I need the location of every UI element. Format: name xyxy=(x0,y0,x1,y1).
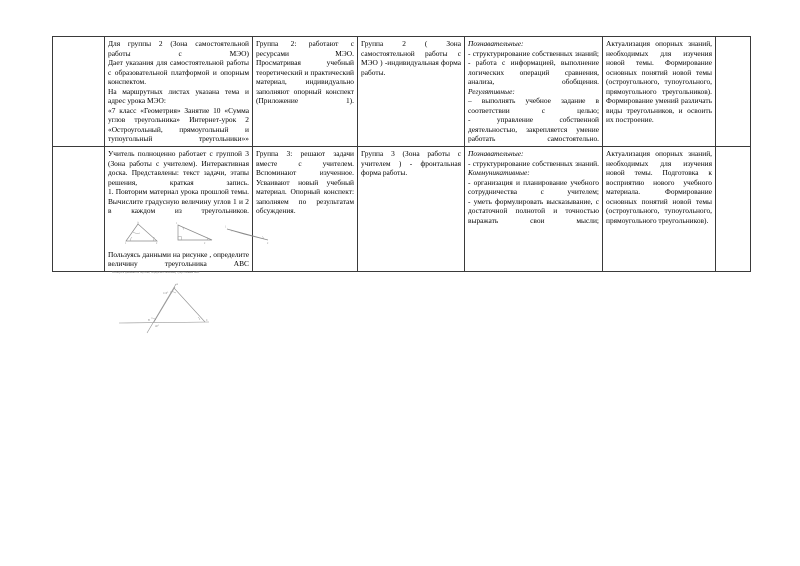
cell-empty-row2 xyxy=(716,147,751,272)
uud-line: - структурирование собственных знаний; xyxy=(468,48,599,58)
result-paragraph: Актуализация опорных знаний, необходимых для изучения новой темы. Подготовка к восприятию нового учебного материала. Формирование основных понятий новой темы (остроугольного, тупоугольного, прямоугольного треугольников). xyxy=(606,149,712,225)
zone-paragraph: Группа 2 ( Зона самостоятельной работы с МЭО ) -индивидуальная форма работы. xyxy=(361,39,461,77)
svg-text:1: 1 xyxy=(225,225,227,229)
uud-line: - работа с информацией, выполнение логических операций сравнения, анализа, обобщения. xyxy=(468,58,599,87)
cell-group-work-row2 xyxy=(253,147,358,272)
uud-heading: Коммуникативные: xyxy=(468,168,530,178)
table-row xyxy=(53,147,751,272)
cell-spacer-row2 xyxy=(53,147,105,272)
svg-text:1: 1 xyxy=(125,241,127,245)
cell-result-row2 xyxy=(603,147,716,272)
svg-text:A: A xyxy=(137,221,139,225)
obtuse-triangle-icon xyxy=(224,221,272,245)
svg-text:2: 2 xyxy=(156,241,158,245)
svg-text:2: 2 xyxy=(267,241,269,245)
uud-line: – выполнять учебное задание в соответствии с целью; xyxy=(468,96,599,115)
activity-paragraph: Дает указания для самостоятельной работы с образовательной платформой и опорным конспектом. xyxy=(108,58,249,87)
cell-teacher-activity-row2: Учитель полноценно работает с группой 3 (Зона работы с учителем). Интерактивная доска. Представлены: текст задачи, этапы решения, краткая запись. 1. Повторим материал урока прошлой темы. Вычислите градусную величину углов 1 и 2 в каждом из треугольников. A 1 2 1 2 1 2 Пользуясь данными на рисунке , определите величину треугольника АВС 110° A B C 40° xyxy=(105,147,253,272)
uud-heading: Познавательные: xyxy=(468,39,524,48)
activity-paragraph: На маршрутных листах указана тема и адрес урока МЭО: xyxy=(108,86,249,106)
cell-spacer-row1 xyxy=(53,37,105,147)
zone-paragraph: Группа 3 (Зона работы с учителем ) - фронтальная форма работы. xyxy=(361,149,461,178)
svg-text:1: 1 xyxy=(176,221,178,225)
group-work-paragraph: Группа 2: работают с ресурсами МЭО. Просматривая учебный теоретический и практический материал, индивидуально заполняют опорный конспект (Приложение 1). xyxy=(256,39,354,106)
activity-paragraph: 1. Повторим материал урока прошлой темы. Вычислите градусную величину углов 1 и 2 в каждом из треугольников. xyxy=(108,187,249,216)
result-paragraph: Формирование умений различать виды треугольников, и освоить их построение. xyxy=(606,96,712,125)
result-paragraph: Актуализация опорных знаний, необходимых для изучения новой темы. Формирование основных понятий новой темы (остроугольного, тупоугольного, прямоугольного треугольников). xyxy=(606,39,712,96)
task-paragraph: Пользуясь данными на рисунке , определите величину треугольника АВС xyxy=(108,249,249,269)
cell-uud-row2 xyxy=(465,147,603,272)
activity-paragraph: Учитель полноценно работает с группой 3 (Зона работы с учителем). Интерактивная доска. Представлены: текст задачи, этапы решения, краткая запись. xyxy=(108,149,249,187)
cell-empty-row1 xyxy=(716,37,751,147)
uud-line: - управление собственной деятельностью, закрепляется умение работать самостоятельно. xyxy=(468,115,599,144)
lesson-plan-table xyxy=(52,36,751,328)
cell-result-row1 xyxy=(603,37,716,147)
cell-zone-form-row2 xyxy=(358,147,465,272)
cell-uud-row1 xyxy=(465,37,603,147)
activity-paragraph: «7 класс «Геометрия» Занятие 10 «Сумма углов треугольника» Интернет-урок 2 «Остроугольный, прямоугольный и тупоугольный треугольники»» xyxy=(108,105,249,144)
uud-line: - структурирование собственных знаний. xyxy=(468,158,599,168)
right-triangle-icon xyxy=(174,221,216,245)
uud-line: - уметь формулировать высказывание, с достаточной полнотой и точностью выражать свои мысли; xyxy=(468,196,599,225)
activity-paragraph: Для группы 2 (Зона самостоятельной работы с МЭО) xyxy=(108,39,249,58)
cell-teacher-activity-row1 xyxy=(105,37,253,147)
svg-text:2: 2 xyxy=(204,241,206,245)
table-row xyxy=(53,37,751,147)
cell-group-work-row1 xyxy=(253,37,358,147)
cell-zone-form-row1 xyxy=(358,37,465,147)
triangle-figures-row xyxy=(108,221,269,247)
group-work-paragraph: Группа 3: решают задачи вместе с учителем. Вспоминают изученное. Усваивают новый учебный материал. Опорный конспект: заполняем по результатам обсуждения. xyxy=(256,149,354,216)
uud-heading: Регулятивные: xyxy=(468,86,515,96)
acute-triangle-icon xyxy=(122,221,162,245)
uud-line: - организация и планирование учебного сотрудничества с учителем; xyxy=(468,177,599,197)
uud-heading: Познавательные: xyxy=(468,149,524,159)
